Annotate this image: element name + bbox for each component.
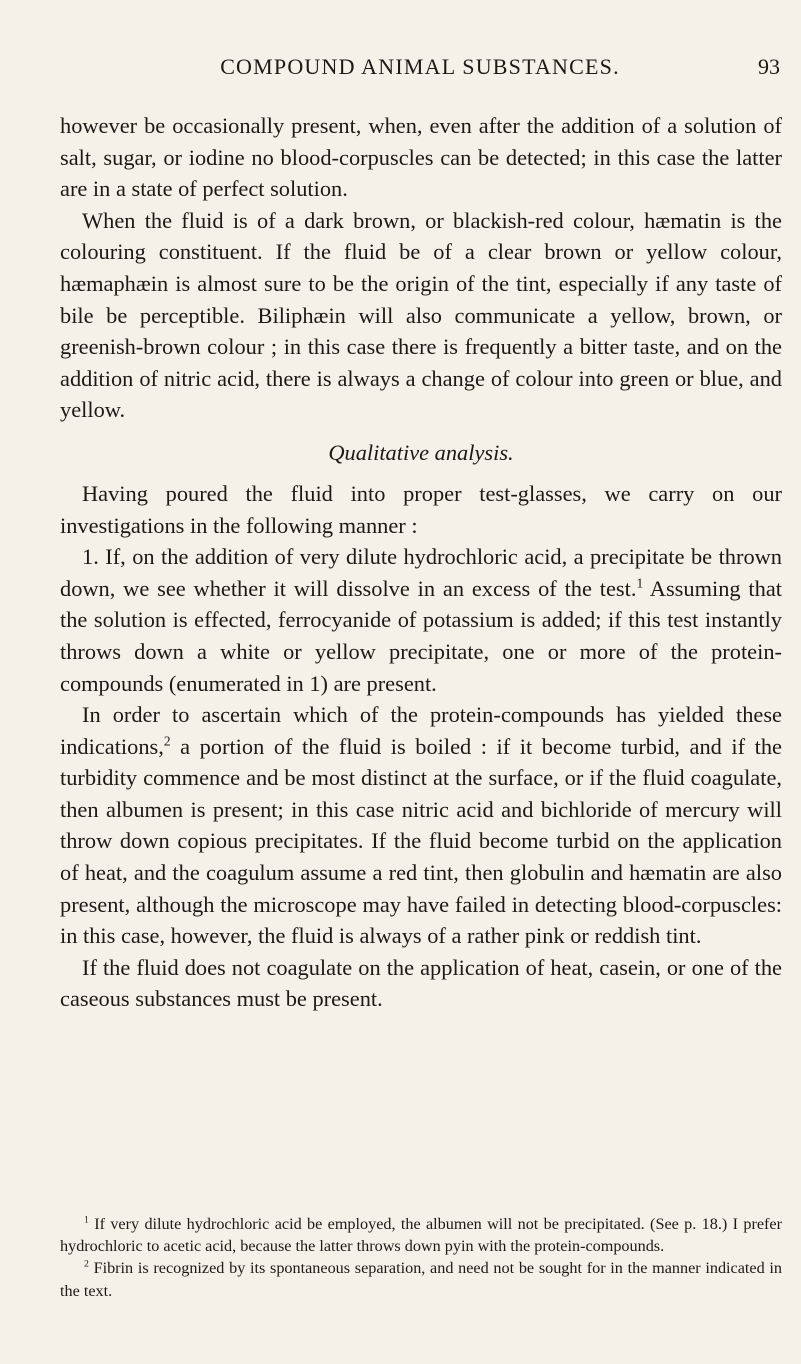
footnote-ref-2: 2 — [163, 733, 171, 749]
footnote-2 — [60, 1257, 782, 1301]
footnote-ref-1: 1 — [636, 575, 644, 591]
running-title: COMPOUND ANIMAL SUBSTANCES. — [220, 54, 620, 79]
paragraph-casein: If the fluid does not coagulate on the application of heat, casein, or one of the caseous substances must be present. — [60, 954, 782, 1012]
section-heading: Qualitative analysis. — [328, 439, 514, 465]
paragraph-proteins — [60, 699, 782, 952]
footnote-2-mark: 2 — [84, 1259, 89, 1271]
body-text — [60, 110, 782, 1015]
paragraph-continuation: however be occasionally present, when, even after the addition of a solution of salt, sugar, or iodine no blood-corpuscles can be detected; in this case the latter are in a state of perfect solution. — [60, 113, 782, 202]
proteins-text-a: In order to ascertain which of the protein-compounds has yielded these indications, — [60, 702, 782, 759]
footnote-1-text: If very dilute hydrochloric acid be employed, the albumen will not be precipitated. (See p. 18.) I prefer hydrochloric to acetic acid, because the latter throws down pyin with the protein-compounds. — [60, 1215, 782, 1256]
paragraph-colour: When the fluid is of a dark brown, or blackish-red colour, hæmatin is the colouring constituent. If the fluid be of a clear brown or yellow colour, hæmaphæin is almost sure to be the origin of the tint, especially if any taste of bile be perceptible. Biliphæin will also communicate a yellow, brown, or greenish-brown colour ; in this case there is frequently a bitter taste, and on the addition of nitric acid, there is always a change of colour into green or blue, and yellow. — [60, 207, 782, 423]
step-1-text-b: Assuming that the solution is effected, ferrocyanide of potassium is added; if this test instantly throws down a white or yellow precipitate, one or more of the protein-compounds (enumerated in 1) are present. — [60, 575, 783, 696]
step-1-text-a: 1. If, on the addition of very dilute hydrochloric acid, a precipitate be thrown down, we see whether it will dissolve in an excess of the test. — [60, 544, 782, 601]
proteins-text-b: a portion of the fluid is boiled : if it become turbid, and if the turbidity commence and be most distinct at the surface, or if the fluid coagulate, then albumen is present; in this case nitric acid and bichloride of mercury will throw down copious precipitates. If the fluid become turbid on the application of heat, and the coagulum assume a red tint, then globulin and hæmatin are also present, although the microscope may have failed in detecting blood-corpuscles: in this case, however, the fluid is always of a rather pink or reddish tint. — [60, 733, 782, 949]
footnote-1-mark: 1 — [84, 1214, 89, 1226]
page-number: 93 — [758, 54, 780, 79]
footnote-2-text: Fibrin is recognized by its spontaneous separation, and need not be sought for in the manner indicated in the text. — [60, 1259, 782, 1300]
paragraph-step-1 — [60, 541, 782, 699]
running-head — [60, 54, 780, 94]
paragraph-intro: Having poured the fluid into proper test-glasses, we carry on our investigations in the following manner : — [60, 480, 782, 538]
footnote-1 — [60, 1213, 782, 1257]
footnotes — [60, 1213, 782, 1302]
